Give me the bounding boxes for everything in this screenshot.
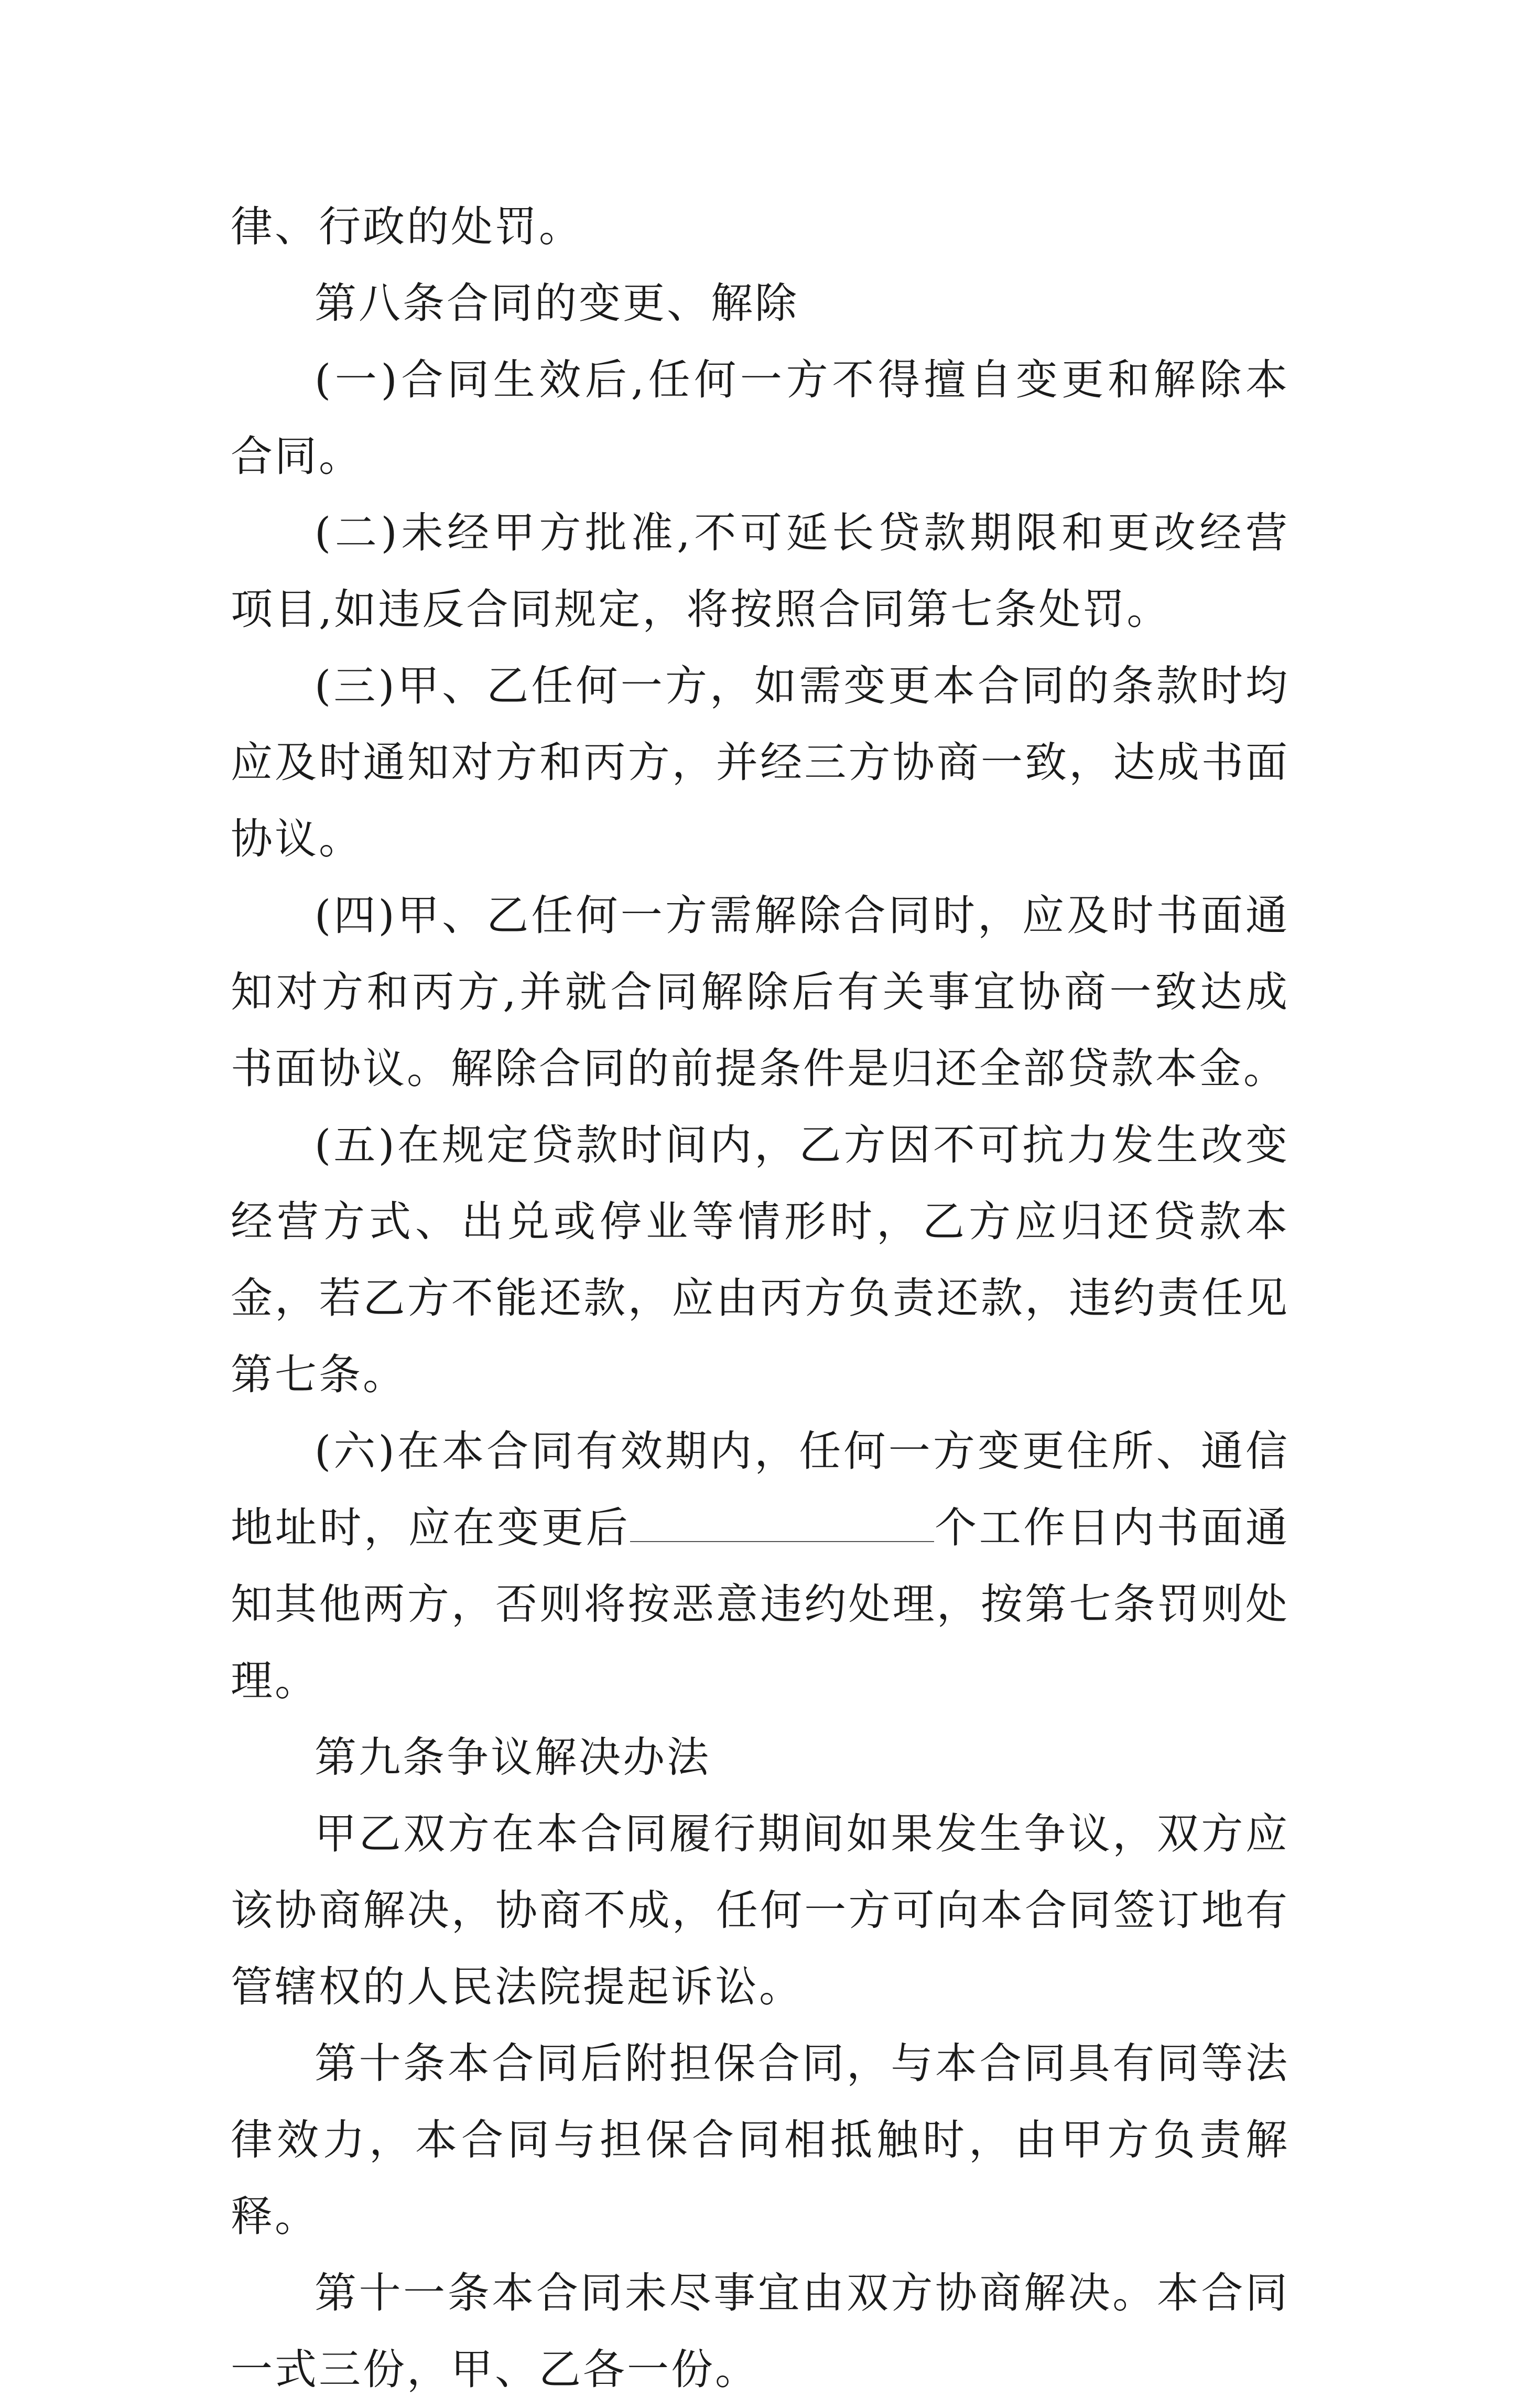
paragraph: 第十条本合同后附担保合同，与本合同具有同等法律效力，本合同与担保合同相抵触时，由甲方负责解释。 [231,2039,1290,2241]
document-body [231,189,1290,2408]
article-9-heading: 第九条争议解决办法 [315,1733,711,1782]
paragraph: (二)未经甲方批准,不可延长贷款期限和更改经营项目,如违反合同规定，将按照合同第七条处罚。 [231,508,1290,634]
paragraph-text-before-blank: (六)在本合同有效期内，任何一方变更住所、通信地址时，应在变更后 [231,1427,1290,1552]
paragraph: 律、行政的处罚。 [231,202,583,251]
article-8-heading: 第八条合同的变更、解除 [315,279,799,328]
paragraph: (四)甲、乙任何一方需解除合同时，应及时书面通知对方和丙方,并就合同解除后有关事宜协商一致达成书面协议。解除合同的前提条件是归还全部贷款本金。 [231,891,1290,1093]
paragraph: (三)甲、乙任何一方，如需变更本合同的条款时均应及时通知对方和丙方，并经三方协商一致，达成书面协议。 [231,661,1290,863]
paragraph: 第十一条本合同未尽事宜由双方协商解决。本合同一式三份，甲、乙各一份。 [231,2269,1290,2394]
paragraph-with-blank [231,1413,1290,1719]
fill-in-blank [630,1504,934,1542]
paragraph: 甲乙双方在本合同履行期间如果发生争议，双方应该协商解决，协商不成，任何一方可向本合同签订地有管辖权的人民法院提起诉讼。 [231,1809,1290,2011]
paragraph-text-after-blank: 个工作日内书面通知其他两方，否则将按恶意违约处理，按第七条罚则处理。 [231,1503,1290,1705]
paragraph: (五)在规定贷款时间内，乙方因不可抗力发生改变经营方式、出兑或停业等情形时，乙方应归还贷款本金，若乙方不能还款，应由丙方负责还款，违约责任见第七条。 [231,1121,1290,1399]
paragraph: (一)合同生效后,任何一方不得擅自变更和解除本合同。 [231,355,1290,481]
